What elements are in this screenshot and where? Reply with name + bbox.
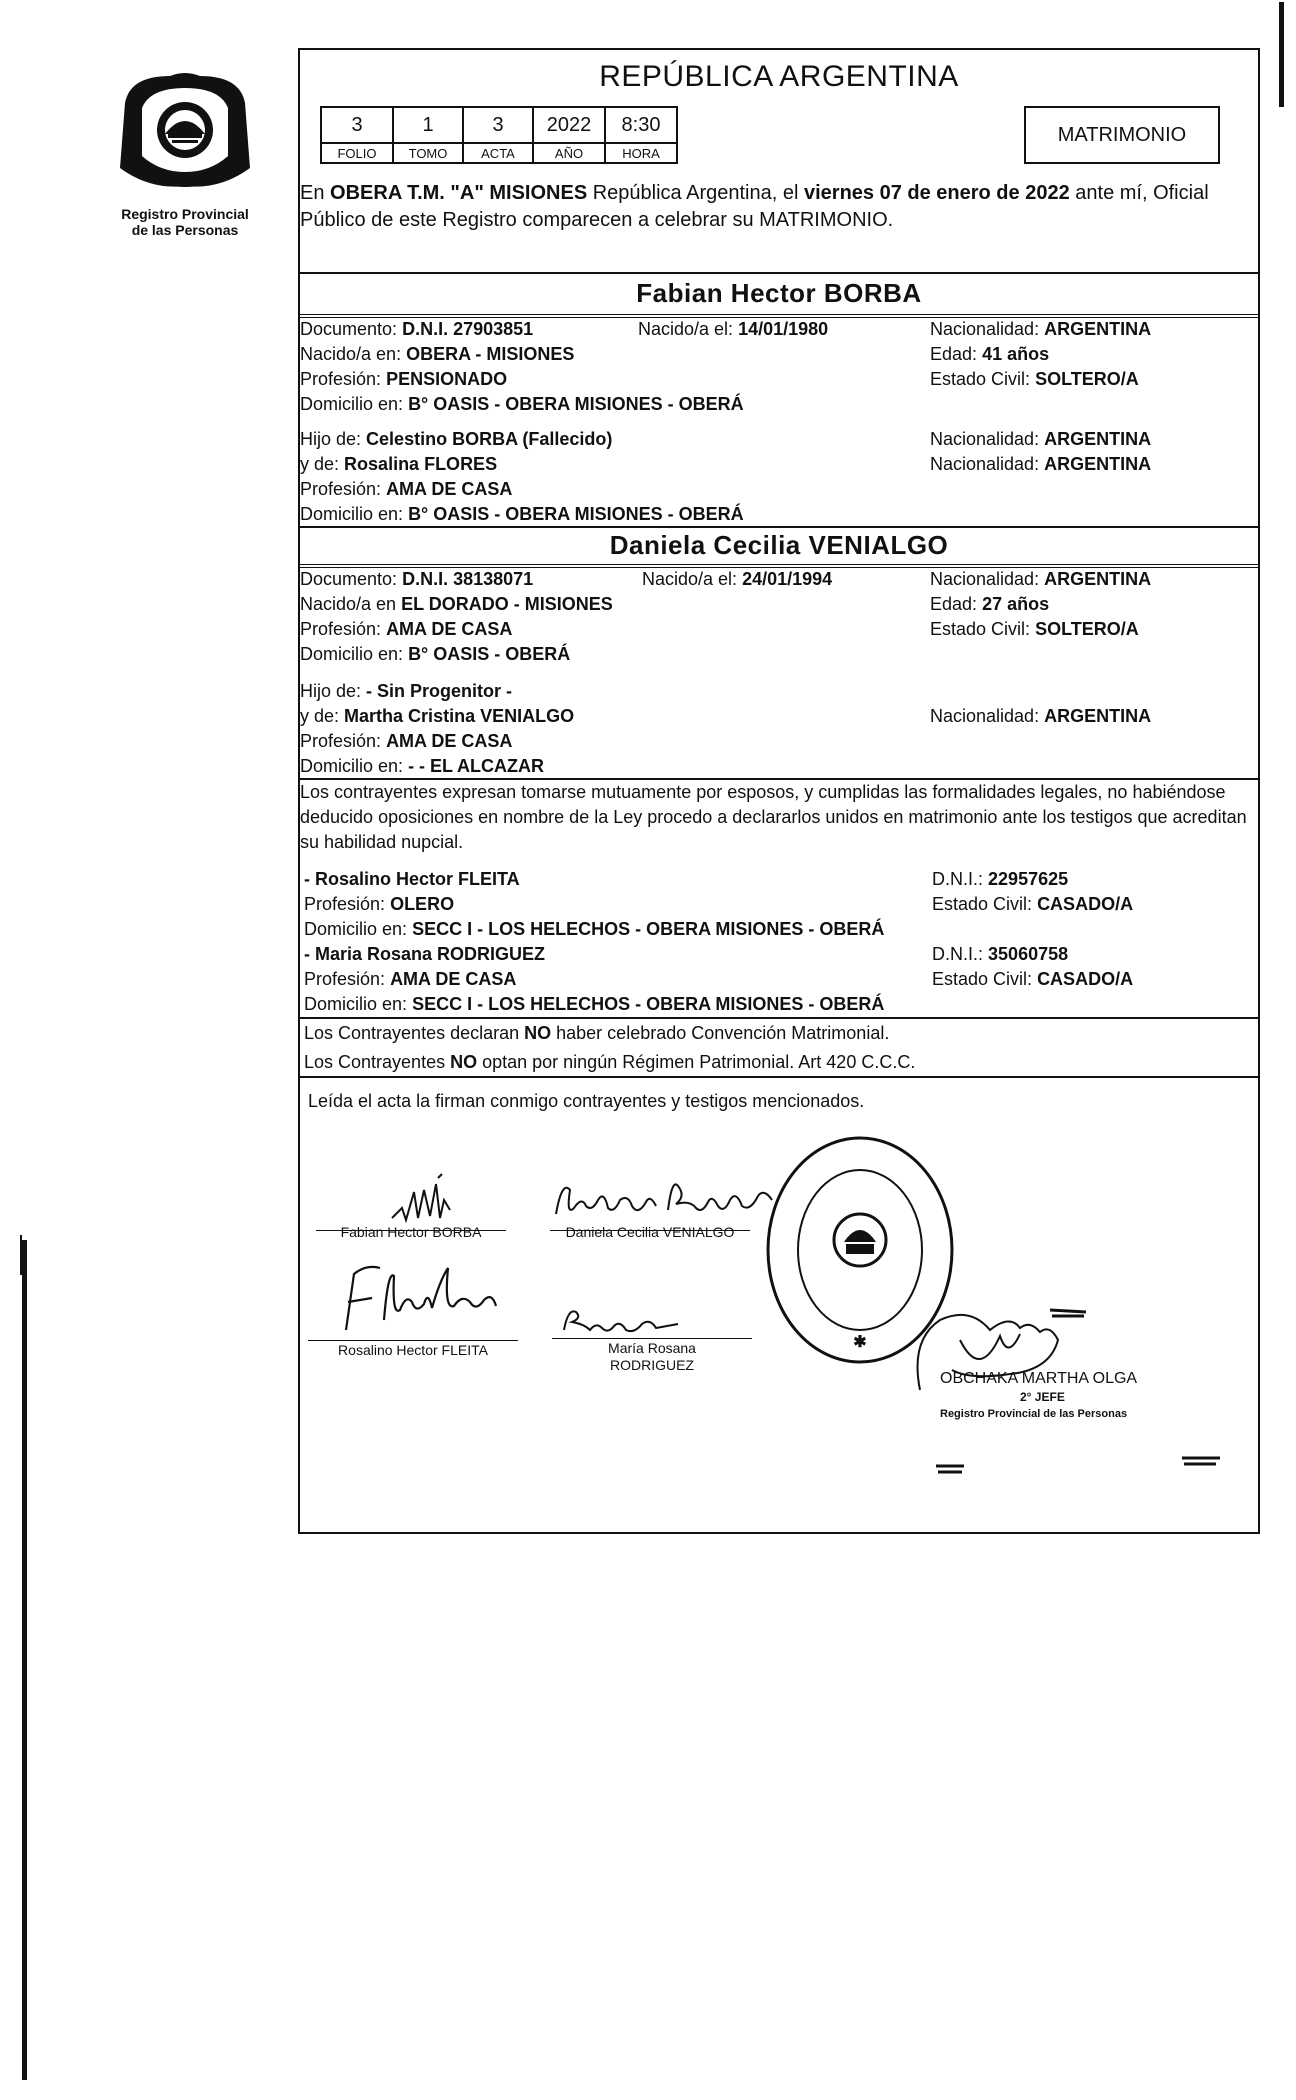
field-value: SECC I - LOS HELECHOS - OBERA MISIONES - OBERÁ (412, 919, 885, 939)
statement-emphasis: NO (450, 1052, 478, 1072)
divider (300, 1076, 1258, 1078)
signature-line (308, 1340, 518, 1341)
divider (300, 526, 1258, 528)
field-value: CASADO/A (1037, 969, 1134, 989)
field-label: Nacionalidad: (930, 569, 1040, 589)
tomo-value: 1 (393, 107, 463, 143)
spouse2-born (642, 568, 832, 590)
spouse2-mother (300, 705, 574, 727)
spouse2-parent-address (300, 755, 544, 777)
intro-place: OBERA T.M. "A" MISIONES (330, 182, 588, 204)
witness1-civil-status (932, 893, 1133, 915)
field-label: Estado Civil: (930, 369, 1031, 389)
field-value: - Maria Rosana RODRIGUEZ (304, 944, 546, 964)
spouse1-father-nationality (930, 428, 1151, 450)
field-value: B° OASIS - OBERA MISIONES - OBERÁ (408, 504, 744, 524)
field-label: Documento: (300, 569, 398, 589)
spouse1-address (300, 393, 744, 415)
registry-emblem (110, 68, 260, 198)
regime-statement (304, 1051, 915, 1073)
statement-text: Los Contrayentes declaran (304, 1023, 525, 1043)
signature-maria (556, 1300, 686, 1340)
spouse1-parent-address (300, 503, 744, 525)
official-name: OBCHAKA MARTHA OLGA (940, 1370, 1138, 1387)
spouse1-parent-profession (300, 478, 512, 500)
field-value: D.N.I. 38138071 (402, 569, 534, 589)
spouse1-mother (300, 453, 497, 475)
spouse2-mother-nationality (930, 705, 1151, 727)
witness1-dni (932, 868, 1068, 890)
field-value: 27 años (982, 594, 1050, 614)
divider (300, 1017, 1258, 1019)
spouse2-profession (300, 618, 512, 640)
spouse1-age (930, 343, 1049, 365)
field-value: D.N.I. 27903851 (402, 319, 534, 339)
field-value: AMA DE CASA (386, 619, 513, 639)
field-value: EL DORADO - MISIONES (401, 594, 613, 614)
year-value: 2022 (533, 107, 605, 143)
spouse2-address (300, 643, 570, 665)
tomo-label: TOMO (393, 143, 463, 163)
field-label: Estado Civil: (932, 894, 1033, 914)
field-value: AMA DE CASA (386, 479, 513, 499)
acta-label: ACTA (463, 143, 533, 163)
field-value: OLERO (390, 894, 455, 914)
field-value: SOLTERO/A (1035, 369, 1139, 389)
signature-fabian (388, 1170, 508, 1230)
intro-text: En (300, 182, 331, 204)
field-label: Hijo de: (300, 429, 362, 449)
official-title: 2° JEFE (1020, 1390, 1065, 1404)
field-value: B° OASIS - OBERÁ (408, 644, 571, 664)
statement-text: Los Contrayentes (304, 1052, 451, 1072)
folio-value: 3 (321, 107, 393, 143)
closing-statement: Leída el acta la firman conmigo contrayentes y testigos mencionados. (308, 1091, 865, 1111)
field-label: Estado Civil: (932, 969, 1033, 989)
field-label: Profesión: (304, 969, 386, 989)
field-label: y de: (300, 454, 340, 474)
witness2-civil-status (932, 968, 1133, 990)
field-value: ARGENTINA (1044, 454, 1152, 474)
hour-label: HORA (605, 143, 677, 163)
spouse2-father (300, 680, 512, 702)
convention-statement (304, 1022, 889, 1044)
signature-caption: Fabian Hector BORBA (340, 1224, 482, 1240)
caption-line: de las Personas (131, 222, 239, 238)
field-value: 22957625 (988, 869, 1069, 889)
year-label: AÑO (533, 143, 605, 163)
intro-text: ante mí, Oficial Público de este Registro comparecen a celebrar su MATRIMONIO. (300, 182, 1209, 231)
field-label: Domicilio en: (304, 919, 408, 939)
field-value: 24/01/1994 (742, 569, 833, 589)
spouse1-born (638, 318, 828, 340)
field-value: ARGENTINA (1044, 429, 1152, 449)
field-value: ARGENTINA (1044, 569, 1152, 589)
signature-rosalino (336, 1250, 506, 1340)
intro-date: viernes 07 de enero de 2022 (803, 182, 1070, 204)
hour-value: 8:30 (605, 107, 677, 143)
field-value: Rosalina FLORES (344, 454, 498, 474)
field-label: Nacionalidad: (930, 429, 1040, 449)
field-value: CASADO/A (1037, 894, 1134, 914)
scan-edge-mark (20, 1235, 22, 1275)
field-label: Hijo de: (300, 681, 362, 701)
witness1-profession (304, 893, 454, 915)
acta-value: 3 (463, 107, 533, 143)
statement-text: optan por ningún Régimen Patrimonial. Art 420 C.C.C. (477, 1052, 916, 1072)
witness2-address (304, 993, 884, 1015)
field-label: Domicilio en: (300, 644, 404, 664)
field-label: Nacido/a en: (300, 344, 402, 364)
caption-line: Registro Provincial (121, 206, 249, 222)
statement-text: haber celebrado Convención Matrimonial. (551, 1023, 890, 1043)
official-organization: Registro Provincial de las Personas (940, 1408, 1128, 1420)
field-label: D.N.I.: (932, 869, 984, 889)
field-label: Nacionalidad: (930, 319, 1040, 339)
spouse2-civil-status (930, 618, 1139, 640)
spouse2-birthplace (300, 593, 613, 615)
registration-table (320, 106, 678, 164)
field-label: Profesión: (304, 894, 386, 914)
field-label: y de: (300, 706, 340, 726)
spouse2-parent-profession (300, 730, 512, 752)
witness2-name (304, 943, 545, 965)
act-type-box: MATRIMONIO (1024, 106, 1220, 164)
signature-line (552, 1338, 752, 1339)
field-label: Domicilio en: (300, 756, 404, 776)
witness2-dni (932, 943, 1068, 965)
witness1-address (304, 918, 884, 940)
field-value: B° OASIS - OBERA MISIONES - OBERÁ (408, 394, 744, 414)
field-label: Nacido/a el: (638, 319, 734, 339)
field-value: Celestino BORBA (Fallecido) (366, 429, 613, 449)
spouse1-name: Fabian Hector BORBA (636, 278, 922, 308)
field-value: PENSIONADO (386, 369, 508, 389)
spouse2-name: Daniela Cecilia VENIALGO (609, 530, 949, 560)
signature-daniela (546, 1160, 786, 1230)
field-value: - Sin Progenitor - (366, 681, 513, 701)
folio-label: FOLIO (321, 143, 393, 163)
field-value: 41 años (982, 344, 1050, 364)
field-label: Nacionalidad: (930, 706, 1040, 726)
field-value: - Rosalino Hector FLEITA (304, 869, 520, 889)
field-value: Martha Cristina VENIALGO (344, 706, 575, 726)
signature-caption: Daniela Cecilia VENIALGO (565, 1224, 735, 1240)
signature-caption: Rosalino Hector FLEITA (338, 1342, 488, 1358)
spouse1-father (300, 428, 612, 450)
field-value: AMA DE CASA (390, 969, 517, 989)
witness2-profession (304, 968, 516, 990)
statement-emphasis: NO (524, 1023, 552, 1043)
spouse2-age (930, 593, 1049, 615)
caption-line: RODRIGUEZ (610, 1357, 694, 1373)
field-value: ARGENTINA (1044, 706, 1152, 726)
field-value: 35060758 (988, 944, 1069, 964)
svg-text:✱: ✱ (853, 1334, 867, 1351)
field-label: D.N.I.: (932, 944, 984, 964)
spouse1-profession (300, 368, 507, 390)
field-label: Nacionalidad: (930, 454, 1040, 474)
field-value: AMA DE CASA (386, 731, 513, 751)
spouse1-nationality (930, 318, 1151, 340)
intro-paragraph (300, 180, 1252, 234)
intro-text: República Argentina, el (587, 182, 804, 204)
registry-caption (95, 206, 275, 238)
declaration-paragraph: Los contrayentes expresan tomarse mutuamente por esposos, y cumplidas las formalidades legales, no habiéndose deducido oposiciones en nombre de la Ley procedo a declararlos unidos en matrimonio ante los testigos que acreditan su habilidad nupcial. (300, 782, 1247, 852)
field-label: Profesión: (300, 619, 382, 639)
scan-edge-mark (1279, 2, 1284, 107)
divider (300, 272, 1258, 274)
field-value: SECC I - LOS HELECHOS - OBERA MISIONES - OBERÁ (412, 994, 885, 1014)
field-value: - - EL ALCAZAR (408, 756, 545, 776)
field-label: Domicilio en: (300, 394, 404, 414)
field-label: Edad: (930, 344, 978, 364)
field-label: Profesión: (300, 369, 382, 389)
field-label: Documento: (300, 319, 398, 339)
spouse1-document (300, 318, 533, 340)
field-label: Profesión: (300, 731, 382, 751)
field-value: ARGENTINA (1044, 319, 1152, 339)
field-label: Profesión: (300, 479, 382, 499)
spouse1-civil-status (930, 368, 1139, 390)
spouse1-birthplace (300, 343, 574, 365)
field-label: Edad: (930, 594, 978, 614)
signature-caption (552, 1340, 752, 1374)
field-label: Domicilio en: (300, 504, 404, 524)
field-label: Nacido/a en (300, 594, 397, 614)
spouse2-document (300, 568, 533, 590)
field-label: Nacido/a el: (642, 569, 738, 589)
field-value: 14/01/1980 (738, 319, 829, 339)
document-title: REPÚBLICA ARGENTINA (599, 60, 959, 93)
witness1-name (304, 868, 520, 890)
spouse1-mother-nationality (930, 453, 1151, 475)
caption-line: María Rosana (608, 1340, 696, 1356)
field-label: Estado Civil: (930, 619, 1031, 639)
scan-edge-mark (22, 1240, 27, 2080)
strike-mark (920, 1448, 1240, 1488)
marriage-certificate (298, 48, 1260, 1534)
field-label: Domicilio en: (304, 994, 408, 1014)
field-value: SOLTERO/A (1035, 619, 1139, 639)
field-value: OBERA - MISIONES (406, 344, 575, 364)
spouse2-nationality (930, 568, 1151, 590)
